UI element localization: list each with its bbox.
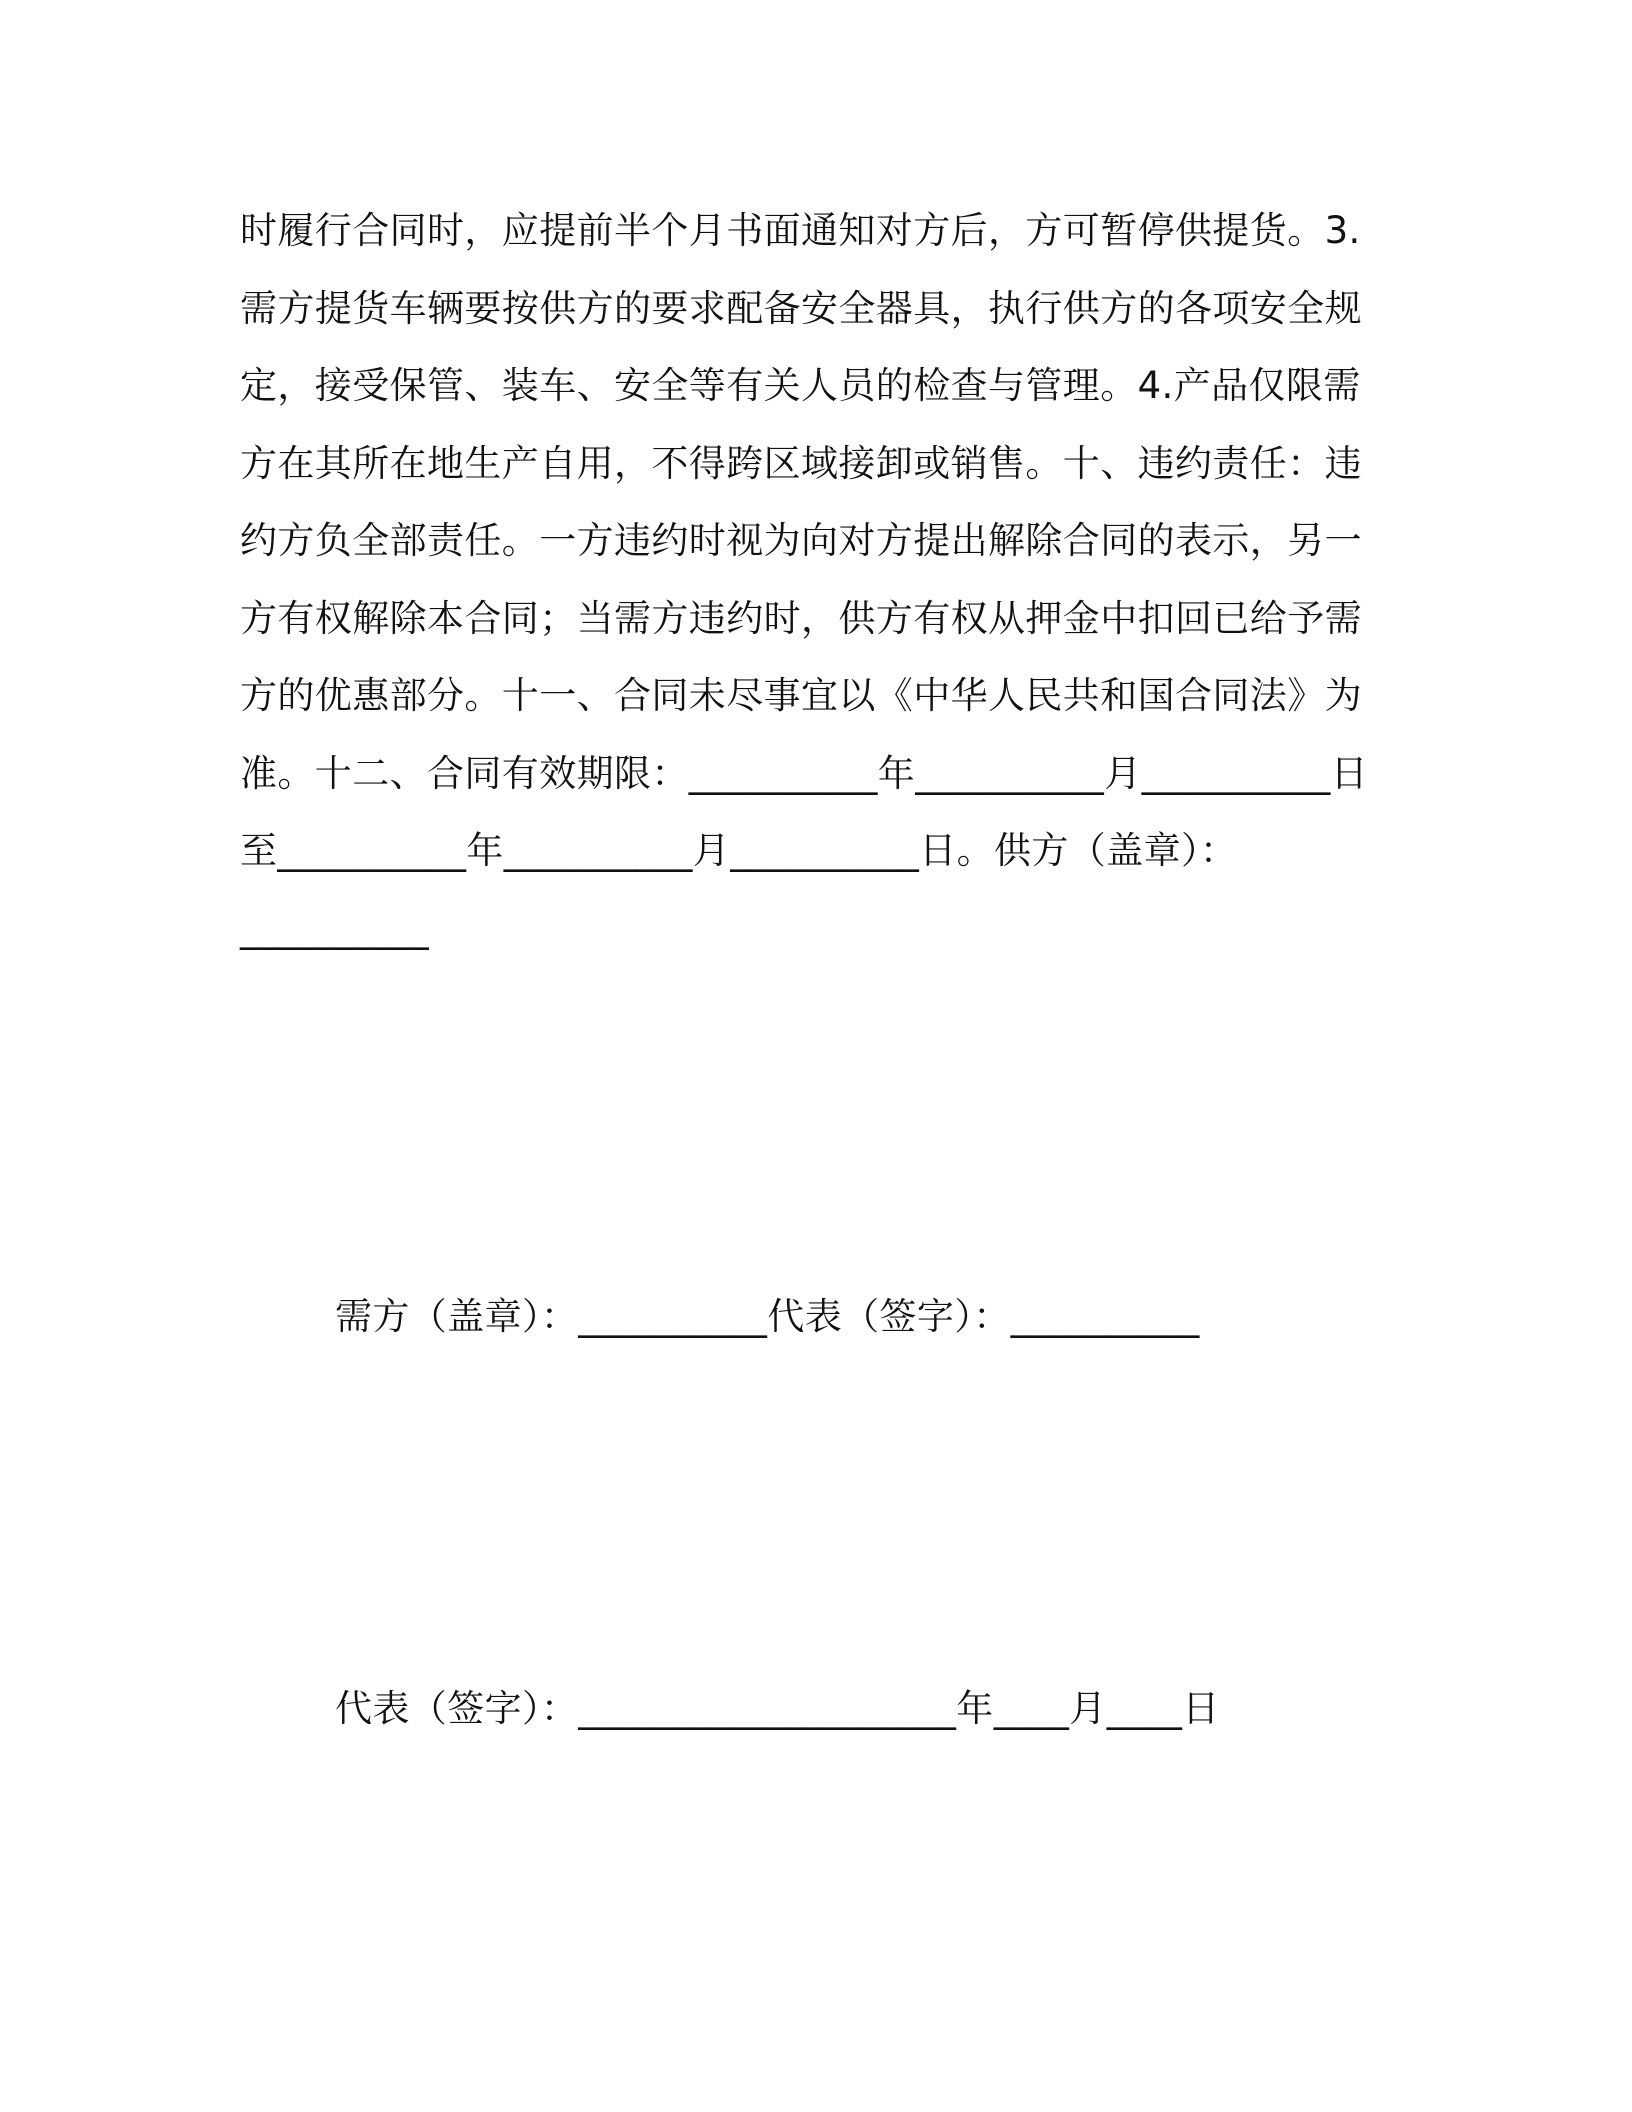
body-line-2: 需方提货车辆要按供方的要求配备安全器具，执行供方的各项安全规 [240, 286, 1362, 330]
body-line-8: 准。十二、合同有效期限：__________年__________月__________日 [240, 751, 1368, 795]
representative-date-line: 代表（签字）：____________________年____月____日 [335, 1687, 1220, 1730]
body-line-3: 定，接受保管、装车、安全等有关人员的检查与管理。4.产品仅限需 [240, 364, 1361, 407]
body-line-9: 至__________年__________月__________日。供方（盖章）： [240, 829, 1238, 872]
body-line-5: 约方负全部责任。一方违约时视为向对方提出解除合同的表示，另一 [240, 519, 1362, 562]
contract-body-text [240, 192, 1368, 967]
body-line-10: __________ [240, 906, 429, 950]
body-line-1: 时履行合同时，应提前半个月书面通知对方后，方可暂停供提货。3. [240, 209, 1361, 252]
body-line-6: 方有权解除本合同；当需方违约时，供方有权从押金中扣回已给予需 [240, 596, 1362, 640]
body-line-7: 方的优惠部分。十一、合同未尽事宜以《中华人民共和国合同法》为 [240, 674, 1362, 717]
buyer-signature-line: 需方（盖章）：__________代表（签字）：__________ [335, 1295, 1200, 1338]
body-line-4: 方在其所在地生产自用，不得跨区域接卸或销售。十、违约责任：违 [240, 441, 1362, 485]
